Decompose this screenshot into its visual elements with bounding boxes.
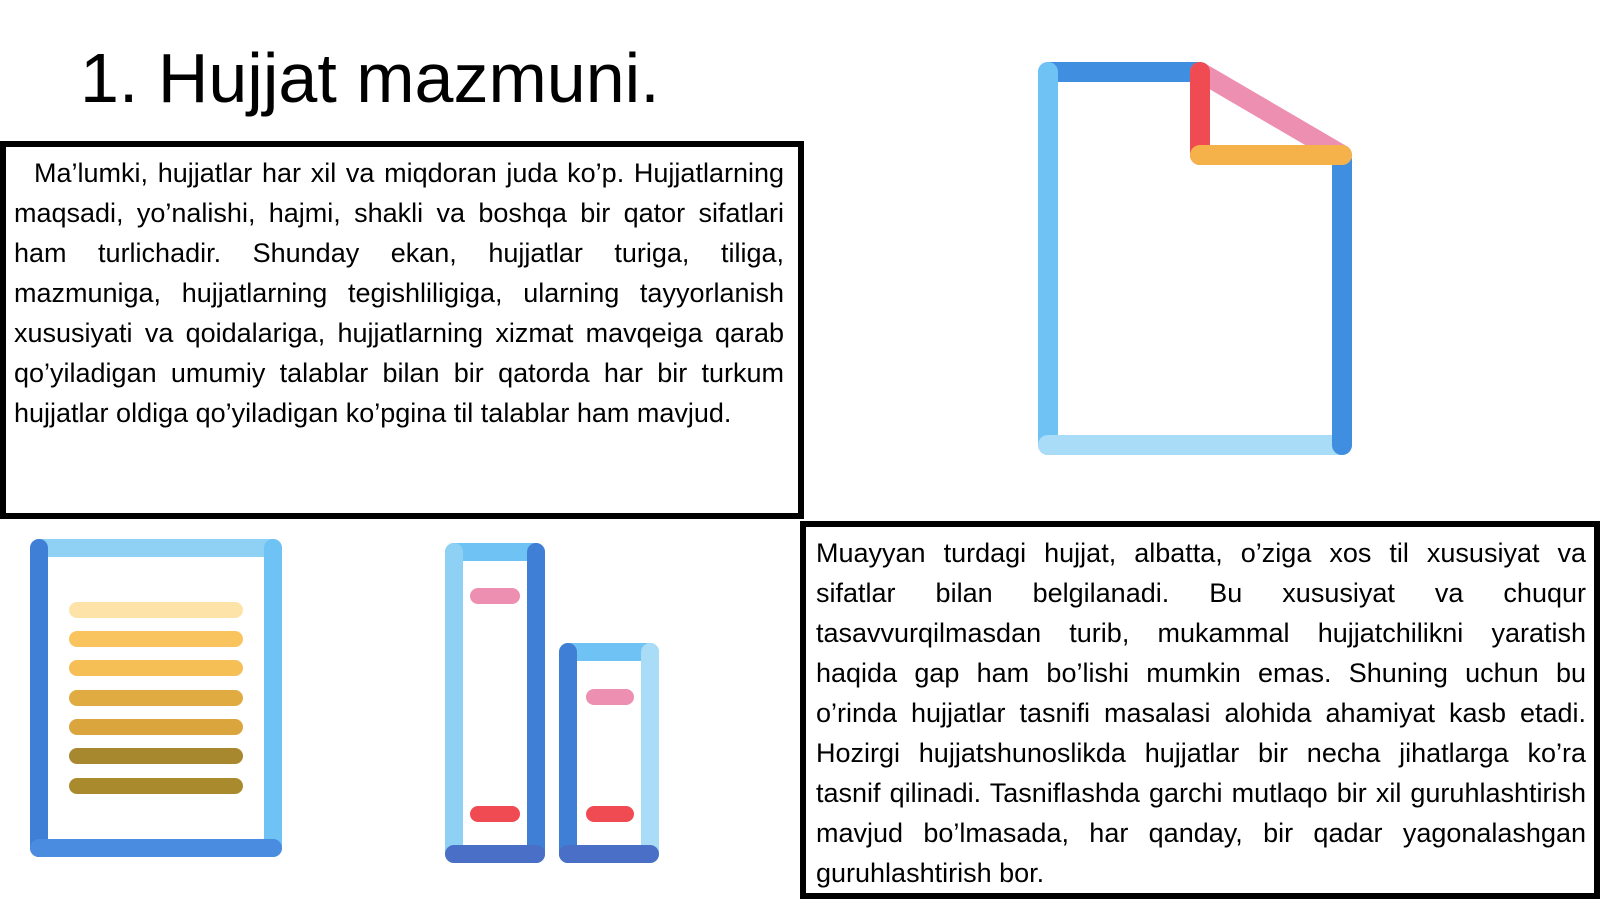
text-box-bottom [800,521,1600,899]
text-box-top [0,141,804,519]
text-document-icon [25,536,290,866]
paragraph-document-requirements: Ma’lumki, hujjatlar har xil va miqdoran juda ko’p. Hujjatlarning maqsadi, yo’nalishi, hajmi, shakli va boshqa bir qator sifatlari ham turlichadir. Shunday ekan, hujjatlar turiga, tiliga, mazmuniga, hujjatlarning tegishliligiga, ularning tayyorlanish xususiyati va qoidalariga, hujjatlarning xizmat mavqeiga qarab qo’yiladigan umumiy talablar bilan bir qatorda har bir turkum hujjatlar oldiga qo’yiladigan ko’pgina til talablar ham mavjud. [14,158,784,428]
binders-icon [440,540,670,870]
slide-title: 1. Hujjat mazmuni. [80,39,660,117]
paragraph-document-classification: Muayyan turdagi hujjat, albatta, o’ziga xos til xususiyat va sifatlar bilan belgilanadi. Bu xususiyat va chuqur tasavvurqilmasdan turib, mukammal hujjatchilikni yaratish haqida gap ham bo’lishi mumkin emas. Shuning uchun bu o’rinda hujjatlar tasnifi masalasi alohida ahamiyat kasb etadi. Hozirgi hujjatshunoslikda hujjatlar bir necha jihatlarga ko’ra tasnif qilinadi. Tasniflashda garchi mutlaqo bir xil guruhlashtirish mavjud bo’lmasada, har qanday, bir qadar yagonalashgan guruhlashtirish bor. [816,538,1586,888]
blank-file-icon [1030,55,1360,475]
